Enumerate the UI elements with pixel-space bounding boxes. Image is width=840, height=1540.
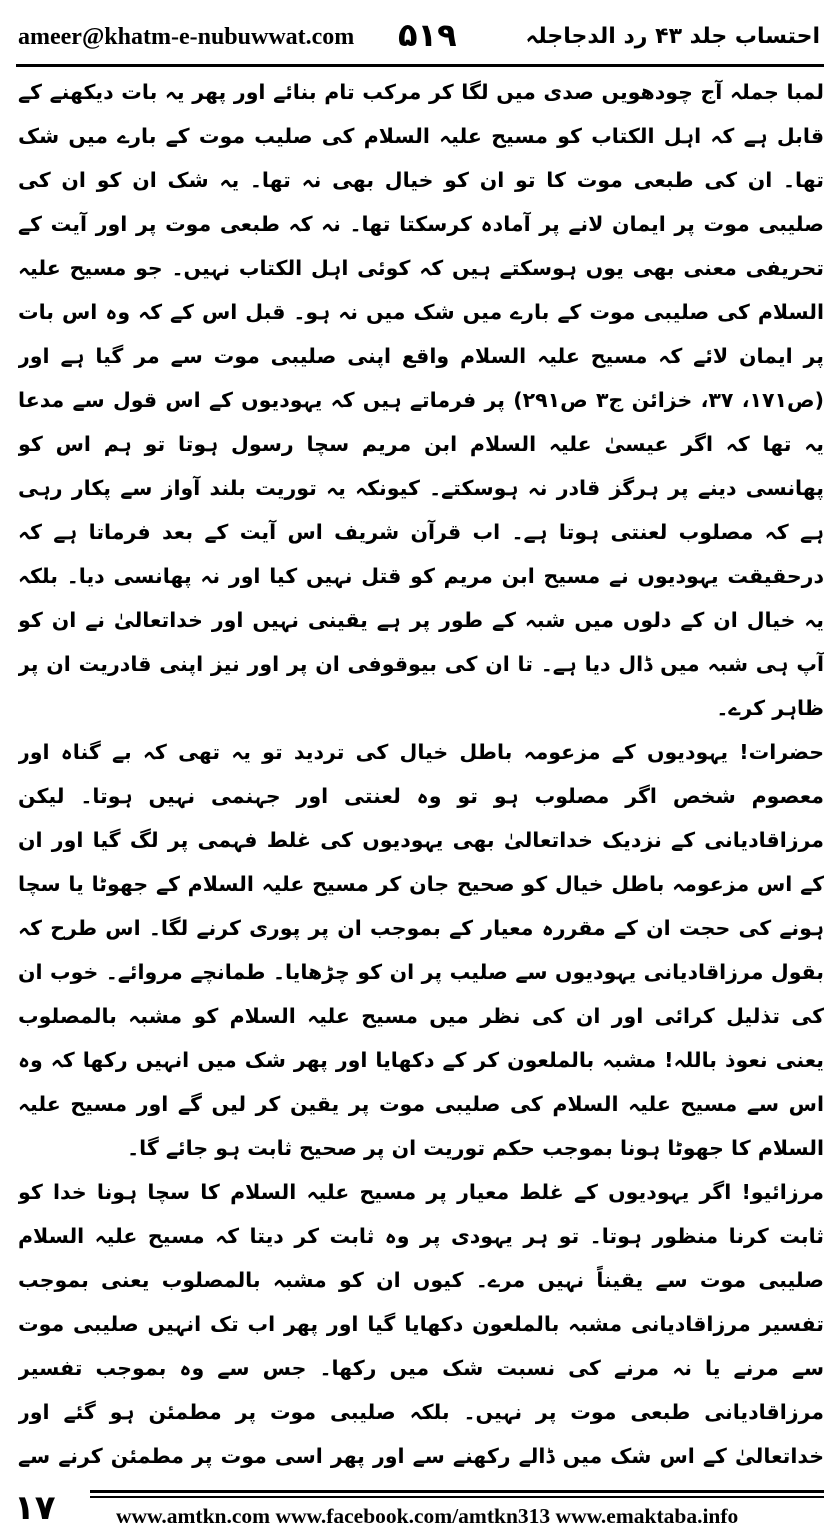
footer-rule-thin bbox=[90, 1496, 824, 1498]
body-text bbox=[18, 70, 824, 1478]
paragraph-2: حضرات! یہودیوں کے مزعومہ باطل خیال کی تردید تو یہ تھی کہ بے گناہ اور معصوم شخص اگر مصلوب ہو تو وہ لعنتی اور جہنمی نہیں ہوتا۔ لیکن مرزاقادیانی کے نزدیک خداتعالیٰ بھی یہودیوں کی غلط فہمی پر لگ گیا اور ان کے اس مزعومہ باطل خیال کو صحیح جان کر مسیح علیہ السلام کے جھوٹا یا سچا ہونے کی حجت ان کے مقررہ معیار کے بموجب ان پر پوری کرنے لگا۔ اس طرح کہ بقول مرزاقادیانی یہودیوں سے صلیب پر ان کو چڑھایا۔ طمانچے مروائے۔ خوب ان کی تذلیل کرائی اور ان کی نظر میں مسیح علیہ السلام کو مشبہ بالمصلوب یعنی نعوذ باللہ! مشبہ بالملعون کر کے دکھایا اور پھر شک میں انہیں رکھا کہ وہ اس سے مسیح علیہ السلام کی صلیبی موت پر یقین کر لیں گے اور مسیح علیہ السلام کا جھوٹا ہونا بموجب حکم توریت ان پر صحیح ثابت ہو جائے گا۔ bbox=[18, 740, 824, 1160]
paragraph-3: مرزائیو! اگر یہودیوں کے غلط معیار پر مسیح علیہ السلام کا سچا ہونا خدا کو ثابت کرنا منظور ہوتا۔ تو ہر یہودی پر وہ ثابت کر دیتا کہ مسیح علیہ السلام صلیبی موت سے یقیناً نہیں مرے۔ کیوں ان کو مشبہ بالمصلوب یعنی بموجب تفسیر مرزاقادیانی مشبہ بالملعون دکھایا گیا اور پھر اب تک انہیں صلیبی موت سے مرنے یا نہ مرنے کی نسبت شک میں رکھا۔ جس سے وہ بموجب تفسیر مرزاقادیانی طبعی موت پر نہیں۔ بلکہ صلیبی موت پر مطمئن ہو گئے اور خداتعالیٰ کے اس شک میں ڈالے رکھنے سے اور پھر اسی موت پر مطمئن کرنے سے bbox=[18, 1180, 824, 1468]
header-book-title: احتساب جلد ۴۳ رد الدجاجلہ bbox=[525, 24, 820, 49]
page-header bbox=[0, 0, 840, 72]
header-page-number: ۵۱۹ bbox=[398, 16, 457, 54]
paragraph-1: لمبا جملہ آج چودھویں صدی میں لگا کر مرکب تام بنائے اور پھر یہ بات دیکھنے کے قابل ہے کہ اہل الکتاب کو مسیح علیہ السلام کی صلیب موت کے بارے میں شک تھا۔ ان کی طبعی موت کا تو ان کو خیال بھی نہ تھا۔ یہ شک ان کو ان کی صلیبی موت پر ایمان لانے پر آمادہ کرسکتا تھا۔ نہ کہ طبعی موت پر اور آیت کے تحریفی معنی بھی یوں ہوسکتے ہیں کہ کوئی اہل الکتاب نہیں۔ جو مسیح علیہ السلام کی صلیبی موت کے بارے میں شک میں نہ ہو۔ قبل اس کے کہ وہ اس بات پر ایمان لائے کہ مسیح علیہ السلام واقع اپنی صلیبی موت سے مر گیا ہے اور (ص۱۷۱، ۳۷، خزائن ج۳ ص۲۹۱) پر فرماتے ہیں کہ یہودیوں کے اس قول سے مدعا یہ تھا کہ اگر عیسیٰ علیہ السلام ابن مریم سچا رسول ہوتا تو ہم اس کو پھانسی دینے پر ہرگز قادر نہ ہوسکتے۔ کیونکہ یہ توریت بلند آواز سے پکار رہی ہے کہ مصلوب لعنتی ہوتا ہے۔ اب قرآن شریف اس آیت کے بعد فرماتا ہے کہ درحقیقت یہودیوں نے مسیح ابن مریم کو قتل نہیں کیا اور نہ پھانسی دیا۔ بلکہ یہ خیال ان کے دلوں میں شبہ کے طور پر ہے یقینی نہیں اور خداتعالیٰ نے ان کو آپ ہی شبہ میں ڈال دیا ہے۔ تا ان کی بیوقوفی ان پر اور نیز اپنی قادریت ان پر ظاہر کرے۔ bbox=[18, 80, 824, 720]
header-email: ameer@khatm-e-nubuwwat.com bbox=[18, 24, 355, 50]
footer-links: www.amtkn.com www.facebook.com/amtkn313 www.emaktaba.info bbox=[116, 1504, 739, 1528]
header-rule bbox=[16, 64, 824, 67]
footer-page-number: ۱۷ bbox=[14, 1488, 56, 1528]
page-footer bbox=[0, 1482, 840, 1540]
footer-rule-thick bbox=[90, 1490, 824, 1493]
